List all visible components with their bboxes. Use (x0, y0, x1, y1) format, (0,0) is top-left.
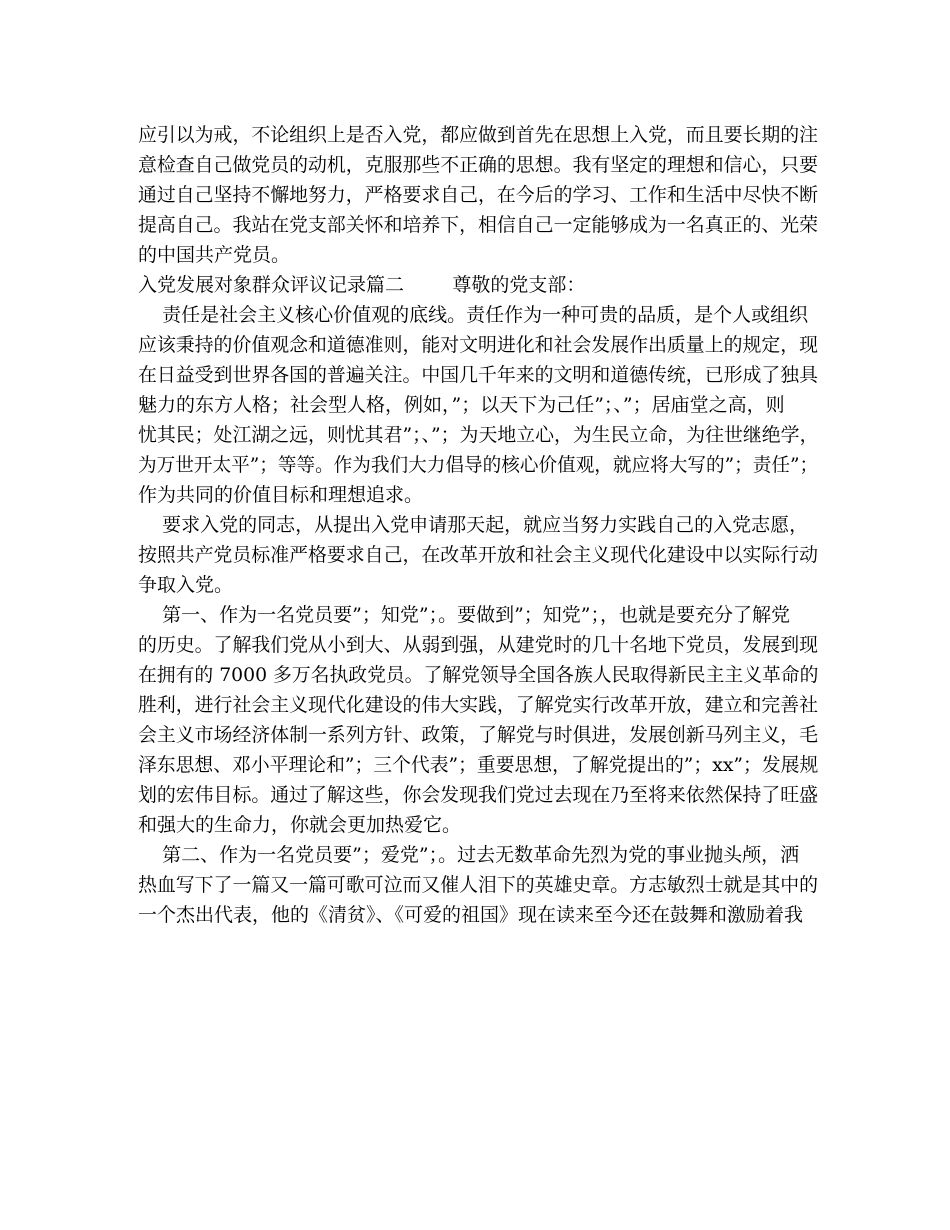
text-line: 一个杰出代表，他的《清贫》、《可爱的祖国》现在读来至今还在鼓舞和激励着我 (138, 904, 804, 926)
text-line: 作为共同的价值目标和理想追求。 (138, 484, 424, 506)
text-line: 应该秉持的价值观念和道德准则，能对文明进化和社会发展作出质量上的规定，现 (138, 334, 819, 356)
text-line: 按照共产党员标准严格要求自己，在改革开放和社会主义现代化建设中以实际行动 (138, 544, 819, 566)
text-line: 的历史。了解我们党从小到大、从弱到强，从建党时的几十名地下党员，发展到现 (138, 634, 819, 656)
text-line: 划的宏伟目标。通过了解这些，你会发现我们党过去现在乃至将来依然保持了旺盛 (138, 784, 819, 806)
text-line: 和强大的生命力，你就会更加热爱它。 (138, 814, 462, 836)
text-line: 热血写下了一篇又一篇可歌可泣而又催人泪下的英雄史章。方志敏烈士就是其中的 (138, 874, 819, 896)
text-line: 在日益受到世界各国的普遍关注。中国几千年来的文明和道德传统，已形成了独具 (138, 364, 819, 386)
text-line: 的中国共产党员。 (138, 244, 291, 266)
text-line: 责任是社会主义核心价值观的底线。责任作为一种可贵的品质，是个人或组织 (138, 304, 809, 326)
section-heading-line: 入党发展对象群众评议记录篇二 尊敬的党支部： (138, 274, 586, 296)
text-line: 忧其民；处江湖之远，则忧其君”；、”；为天地立心，为生民立命，为往世继绝学， (138, 424, 819, 446)
text-line: 提高自己。我站在党支部关怀和培养下，相信自己一定能够成为一名真正的、光荣 (138, 214, 819, 236)
text-line: 泽东思想、邓小平理论和”；三个代表”；重要思想，了解党提出的”；xx”；发展规 (138, 754, 819, 776)
text-line: 第一、作为一名党员要”；知党”；。要做到”；知党”；，也就是要充分了解党 (138, 604, 791, 626)
text-line: 争取入党。 (138, 574, 234, 596)
text-line: 意检查自己做党员的动机，克服那些不正确的思想。我有坚定的理想和信心，只要 (138, 154, 819, 176)
text-line: 会主义市场经济体制一系列方针、政策，了解党与时俱进，发展创新马列主义，毛 (138, 724, 819, 746)
text-line: 要求入党的同志，从提出入党申请那天起，就应当努力实践自己的入党志愿， (138, 514, 809, 536)
text-line: 胜利，进行社会主义现代化建设的伟大实践，了解党实行改革开放，建立和完善社 (138, 694, 819, 716)
text-line: 通过自己坚持不懈地努力，严格要求自己，在今后的学习、工作和生活中尽快不断 (138, 184, 819, 206)
text-line: 为万世开太平”；等等。作为我们大力倡导的核心价值观，就应将大写的”；责任”； (138, 454, 819, 476)
text-line: 第二、作为一名党员要”；爱党”；。过去无数革命先烈为党的事业抛头颅，洒 (138, 844, 800, 866)
text-line: 应引以为戒，不论组织上是否入党，都应做到首先在思想上入党，而且要长期的注 (138, 124, 819, 146)
text-line: 在拥有的 7000 多万名执政党员。了解党领导全国各族人民取得新民主主义革命的 (138, 664, 819, 686)
text-line: 魅力的东方人格；社会型人格，例如，”；以天下为己任”；、”；居庙堂之高，则 (138, 394, 785, 416)
